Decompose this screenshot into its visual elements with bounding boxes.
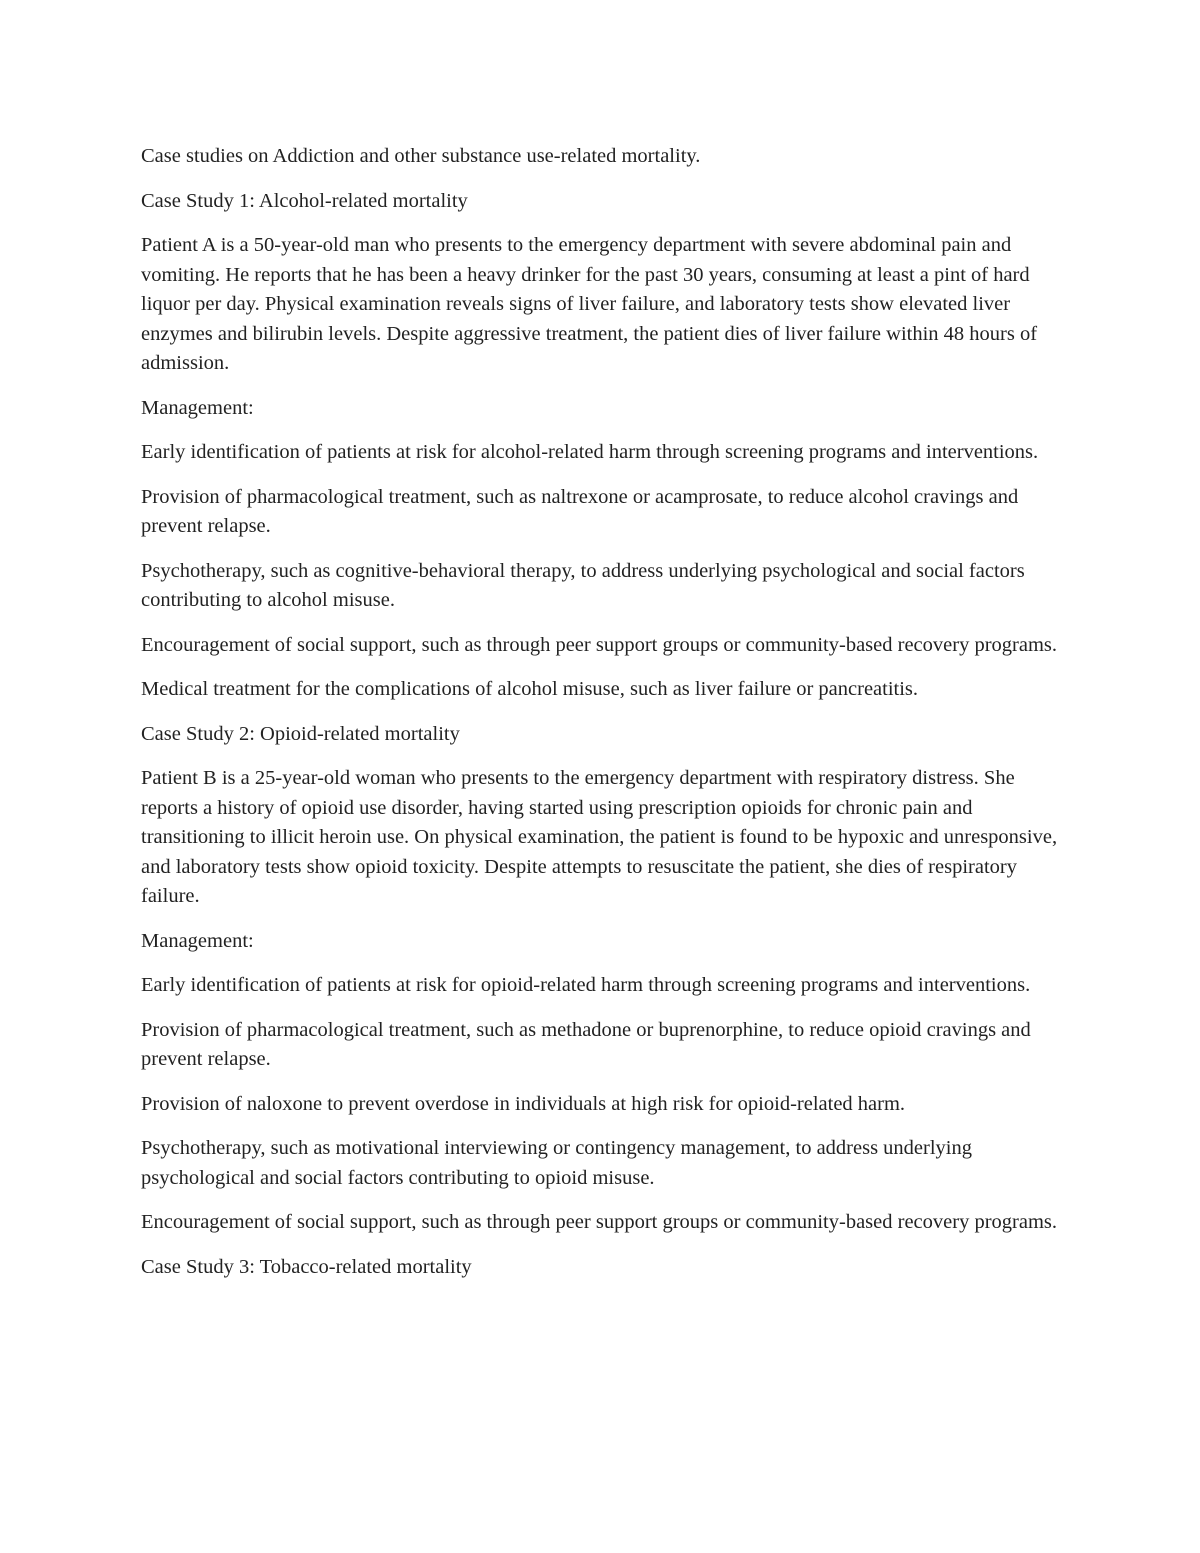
case-study-2-management-item: Provision of pharmacological treatment, such as methadone or buprenorphine, to reduce opioid cravings and prevent relapse. <box>141 1018 1031 1070</box>
case-study-2-heading: Case Study 2: Opioid-related mortality <box>141 722 460 745</box>
document-title: Case studies on Addiction and other substance use-related mortality. <box>141 145 701 167</box>
case-study-2-management-item: Early identification of patients at risk for opioid-related harm through screening programs and interventions. <box>141 974 1031 996</box>
case-study-1-management-item: Provision of pharmacological treatment, such as naltrexone or acamprosate, to reduce alcohol cravings and prevent relapse. <box>141 485 1019 537</box>
case-study-2-management-heading: Management: <box>141 929 254 952</box>
case-study-1-management-item: Medical treatment for the complications of alcohol misuse, such as liver failure or pancreatitis. <box>141 678 919 700</box>
case-study-1-description: Patient A is a 50-year-old man who presents to the emergency department with severe abdominal pain and vomiting. He reports that he has been a heavy drinker for the past 30 years, consuming at least a pint of hard liquor per day. Physical examination reveals signs of liver failure, and laboratory tests show elevated liver enzymes and bilirubin levels. Despite aggressive treatment, the patient dies of liver failure within 48 hours of admission. <box>141 234 1038 374</box>
case-study-1-management-heading: Management: <box>141 396 254 419</box>
case-study-2-management-item: Provision of naloxone to prevent overdose in individuals at high risk for opioid-related harm. <box>141 1092 906 1115</box>
case-study-1-heading: Case Study 1: Alcohol-related mortality <box>141 189 468 212</box>
case-study-2-management-item: Encouragement of social support, such as through peer support groups or community-based recovery programs. <box>141 1211 1057 1233</box>
case-study-1-management-item: Early identification of patients at risk for alcohol-related harm through screening programs and interventions. <box>141 441 1039 463</box>
case-study-3-heading: Case Study 3: Tobacco-related mortality <box>141 1255 472 1278</box>
case-study-1-management-item: Encouragement of social support, such as through peer support groups or community-based recovery programs. <box>141 633 1057 656</box>
case-study-2-description: Patient B is a 25-year-old woman who presents to the emergency department with respiratory distress. She reports a history of opioid use disorder, having started using prescription opioids for chronic pain and transitioning to illicit heroin use. On physical examination, the patient is found to be hypoxic and unresponsive, and laboratory tests show opioid toxicity. Despite attempts to resuscitate the patient, she dies of respiratory failure. <box>141 767 1058 907</box>
document-body <box>141 142 1071 1297</box>
case-study-2-management-item: Psychotherapy, such as motivational interviewing or contingency management, to address underlying psychological and social factors contributing to opioid misuse. <box>141 1137 972 1189</box>
case-study-1-management-item: Psychotherapy, such as cognitive-behavioral therapy, to address underlying psychological and social factors contributing to alcohol misuse. <box>141 559 1025 611</box>
